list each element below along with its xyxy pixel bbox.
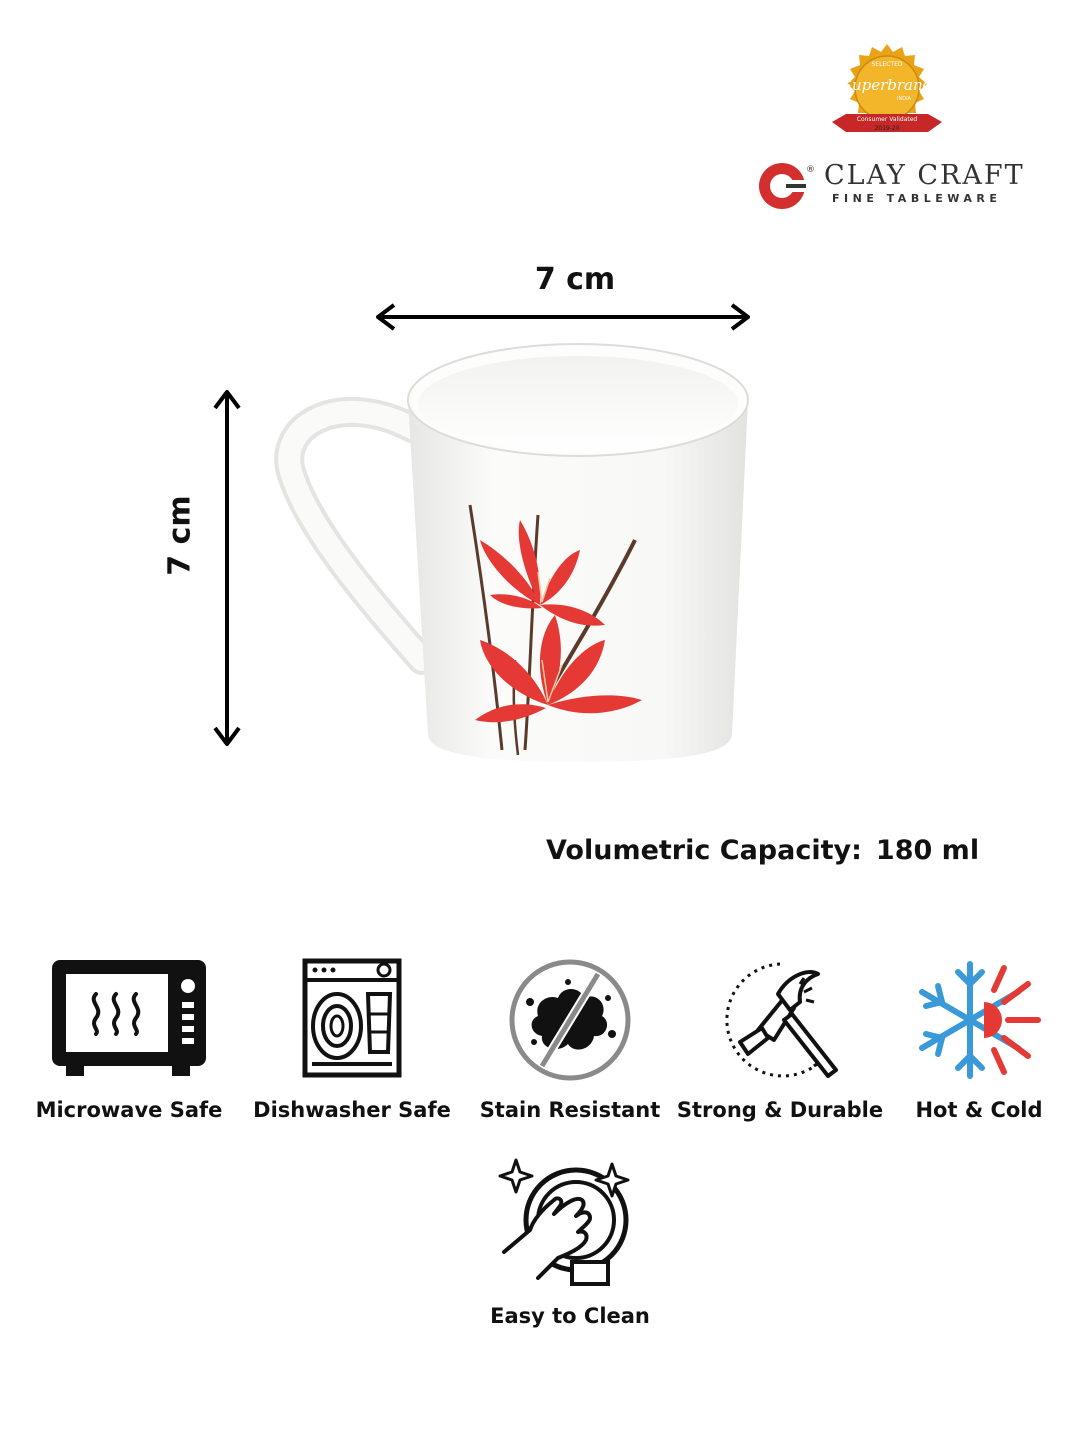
easy-clean-icon (498, 1156, 630, 1290)
height-arrow-icon (210, 386, 244, 750)
mug-image (280, 340, 760, 770)
capacity-label: Volumetric Capacity: (546, 835, 862, 866)
superbrand-badge (826, 40, 948, 148)
brand-logo (754, 158, 1024, 212)
badge-brand: Superbrand (841, 76, 933, 94)
feature-label-strong-durable: Strong & Durable (676, 1098, 884, 1122)
capacity-value: 180 ml (875, 835, 980, 866)
hot-cold-icon (914, 958, 1044, 1082)
stain-resistant-icon (508, 958, 632, 1082)
feature-label-easy-clean: Easy to Clean (490, 1304, 650, 1328)
width-dimension-label: 7 cm (534, 262, 616, 297)
feature-label-microwave: Microwave Safe (35, 1098, 223, 1122)
brand-tagline: FINE TABLEWARE (832, 192, 1002, 205)
badge-validated: Consumer Validated (856, 116, 918, 123)
feature-label-hot-cold: Hot & Cold (915, 1098, 1043, 1122)
svg-text:®: ® (806, 165, 815, 175)
badge-country: INDIA (897, 96, 911, 102)
hammer-icon (718, 958, 842, 1082)
clay-craft-logo-icon (754, 158, 814, 212)
capacity-text (546, 835, 979, 866)
badge-selected: SELECTED (871, 61, 903, 68)
feature-label-dishwasher: Dishwasher Safe (253, 1098, 451, 1122)
height-dimension-label: 7 cm (162, 495, 198, 576)
width-arrow-icon (372, 300, 754, 334)
feature-label-stain-resistant: Stain Resistant (479, 1098, 661, 1122)
brand-name: CLAY CRAFT (824, 160, 1025, 191)
badge-year: 2019-20 (874, 125, 900, 132)
microwave-icon (50, 958, 208, 1078)
dishwasher-icon (302, 958, 402, 1078)
